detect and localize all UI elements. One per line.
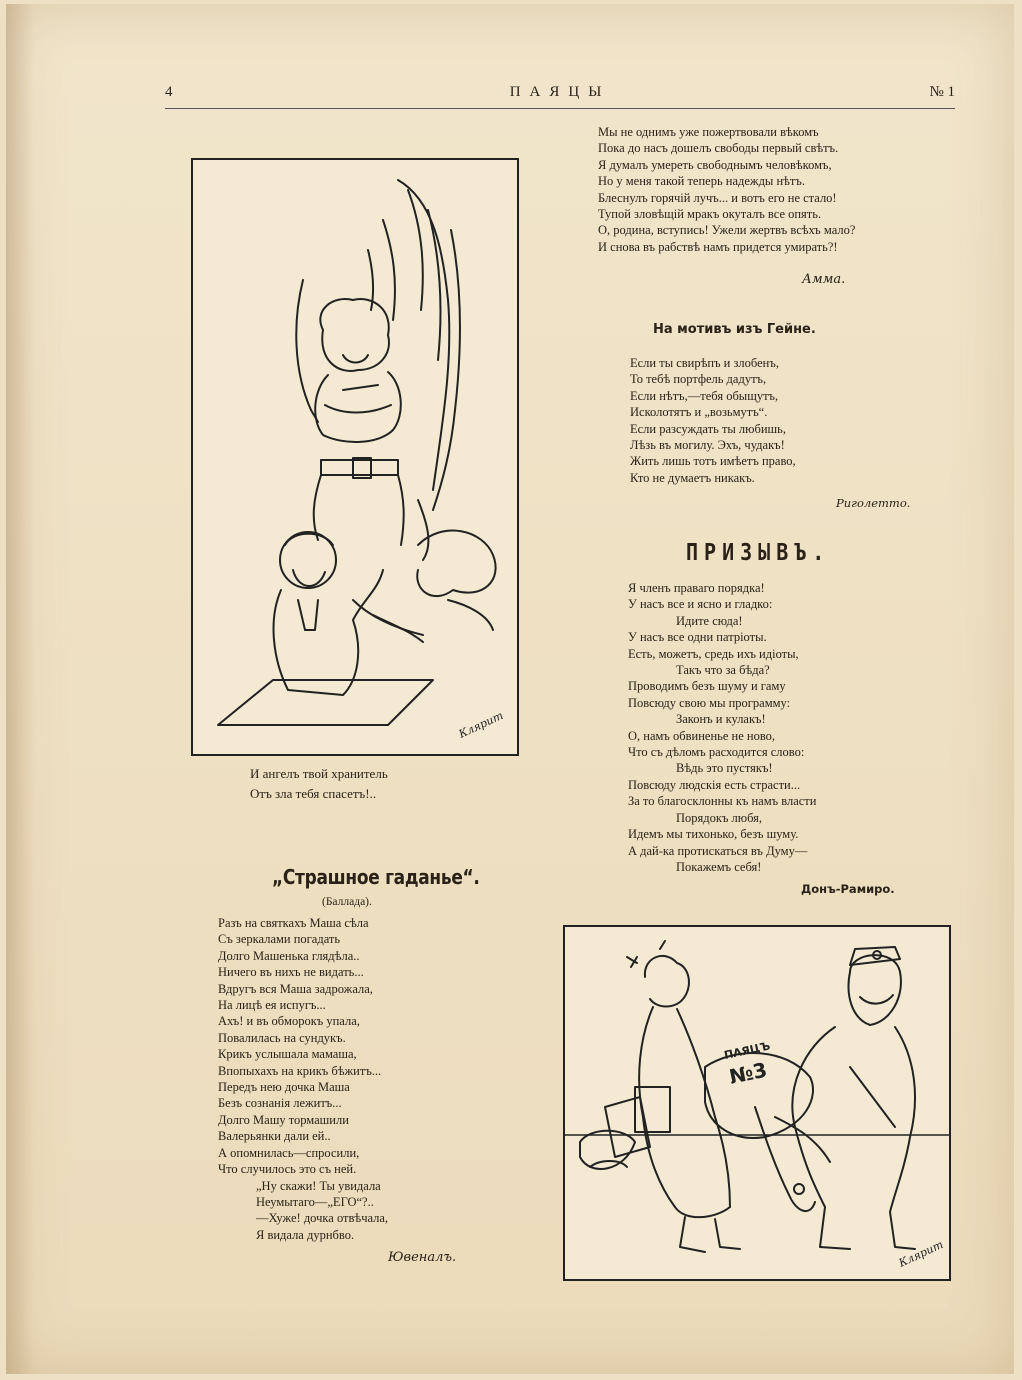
poem-line: О, намъ обвиненье не ново, bbox=[628, 728, 776, 743]
poem-line: Идите сюда! bbox=[676, 613, 743, 628]
ballad-subtitle: (Баллада). bbox=[322, 896, 372, 908]
poem-line: Безъ сознанія лежитъ... bbox=[218, 1096, 342, 1111]
angel-illustration bbox=[193, 160, 517, 754]
poem-line: Но у меня такой теперь надежды нѣтъ. bbox=[598, 174, 805, 189]
poem-line: Я видала дурнбво. bbox=[256, 1227, 355, 1242]
cartoon-paiatsy-confiscation bbox=[563, 925, 951, 1281]
poem-line: Есть, можетъ, средь ихъ идіоты, bbox=[628, 646, 799, 661]
poem-line: Такъ что за бѣда? bbox=[676, 663, 770, 678]
prizyv-signature: Донъ-Рамиро. bbox=[801, 882, 895, 896]
poem-line: О, родина, вступись! Ужели жертвъ всѣхъ мало? bbox=[598, 223, 856, 238]
poem-line: Долго Машенька глядѣла.. bbox=[218, 948, 360, 963]
poem-line: Повсюду людскія есть страсти... bbox=[628, 777, 801, 792]
cartoon2-sign-text: ПАЯЦЪ bbox=[722, 1039, 772, 1062]
poem-line: Блеснулъ горячій лучъ... и вотъ его не стало! bbox=[598, 190, 837, 205]
poem-line: Долго Машу тормашили bbox=[218, 1112, 349, 1127]
poem-line: А опомнилась—спросили, bbox=[218, 1145, 360, 1160]
poem-top bbox=[598, 124, 855, 255]
poem-line: Разъ на святкахъ Маша сѣла bbox=[218, 916, 369, 930]
caption-line-2: Отъ зла тебя спасетъ!.. bbox=[250, 786, 377, 801]
cartoon2-sign-number: №3 bbox=[727, 1057, 770, 1089]
poem-line: Если ты свирѣпъ и злобенъ, bbox=[630, 356, 779, 370]
poem-line: То тебѣ портфель дадутъ, bbox=[630, 372, 767, 387]
poem-line: У насъ все одни патріоты. bbox=[628, 630, 767, 645]
poem-line: Исколотятъ и „возьмутъ“. bbox=[630, 405, 768, 420]
cartoon1-signature: Клярит bbox=[456, 708, 506, 741]
page-edge-shadow bbox=[6, 4, 34, 1374]
newspaper-title: ПАЯЦЫ bbox=[509, 84, 611, 100]
poem-line: На лицѣ ея испугъ... bbox=[218, 998, 326, 1013]
poem-line: Если нѣтъ,—тебя обыщутъ, bbox=[630, 388, 779, 403]
poem-line: Идемъ мы тихонько, безъ шуму. bbox=[628, 827, 799, 842]
poem-line: А дай-ка протискаться въ Думу— bbox=[628, 843, 808, 858]
poem-line: Валерьянки дали ей.. bbox=[218, 1129, 331, 1144]
poem-line: Впопыхахъ на крикъ бѣжитъ... bbox=[218, 1063, 382, 1078]
poem-heine bbox=[630, 355, 796, 486]
ballad-title: „Страшное гаданье“. bbox=[272, 866, 480, 890]
page-header bbox=[165, 84, 955, 109]
poem-line: У насъ все и ясно и гладко: bbox=[628, 597, 773, 612]
poem-line: Кто не думаетъ никакъ. bbox=[630, 470, 755, 485]
poem-line: Тупой зловѣщій мракъ окуталъ все опять. bbox=[598, 207, 822, 222]
poem-line: Покажемъ себя! bbox=[676, 859, 762, 874]
poem-line: Съ зеркалами погадать bbox=[218, 932, 341, 947]
poem-line: Крикъ услышала мамаша, bbox=[218, 1047, 357, 1062]
page-number: 4 bbox=[165, 84, 173, 100]
poem-line: Жить лишь тотъ имѣетъ право, bbox=[630, 454, 796, 469]
poem-line: Ахъ! и въ обморокъ упала, bbox=[218, 1014, 360, 1029]
poem-line: Законъ и кулакъ! bbox=[676, 712, 766, 727]
caption-line-1: И ангелъ твой хранитель bbox=[250, 766, 388, 781]
ballad-signature: Ювеналъ. bbox=[388, 1250, 457, 1265]
poem-line: И снова въ рабствѣ намъ придется умирать?! bbox=[598, 239, 838, 254]
poem-line: Лѣзь въ могилу. Эхъ, чудакъ! bbox=[630, 438, 785, 453]
poem-line: „Ну скажи! Ты увидала bbox=[256, 1178, 381, 1193]
poem-line: Пока до насъ дошелъ свободы первый свѣтъ. bbox=[598, 141, 839, 156]
poem-line: Ничего въ нихъ не видать... bbox=[218, 965, 364, 980]
poem-line: Вдругъ вся Маша задрожала, bbox=[218, 981, 373, 996]
poem-ballad bbox=[218, 915, 388, 1243]
cartoon1-caption bbox=[250, 764, 480, 804]
confiscation-illustration bbox=[565, 927, 949, 1279]
issue-number: № 1 bbox=[929, 84, 955, 100]
poem-top-signature: Амма. bbox=[802, 272, 846, 287]
poem-line: Что съ дѣломъ расходится слово: bbox=[628, 745, 805, 760]
poem-line: Неумытаго—„ЕГО“?.. bbox=[256, 1194, 374, 1209]
poem-line: —Хуже! дочка отвѣчала, bbox=[256, 1211, 389, 1226]
poem-line: Я думалъ умереть свободнымъ человѣкомъ, bbox=[598, 157, 832, 172]
poem-line: Вѣдь это пустякъ! bbox=[676, 761, 773, 776]
poem-line: За то благосклонны къ намъ власти bbox=[628, 794, 817, 809]
poem-line: Повсюду свою мы программу: bbox=[628, 695, 791, 710]
poem-line: Мы не однимъ уже пожертвовали вѣкомъ bbox=[598, 125, 819, 139]
poem-line: Порядокъ любя, bbox=[676, 810, 763, 825]
poem-line: Передъ нею дочка Маша bbox=[218, 1080, 350, 1095]
poem-line: Повалилась на сундукъ. bbox=[218, 1030, 346, 1045]
poem-prizyv bbox=[628, 580, 816, 875]
cartoon2-signature: Клярит bbox=[896, 1237, 946, 1270]
poem-line: Если разсуждать ты любишь, bbox=[630, 421, 787, 436]
heine-title: На мотивъ изъ Гейне. bbox=[653, 322, 816, 337]
heine-signature: Риголетто. bbox=[836, 496, 911, 510]
cartoon-angel-guardian bbox=[191, 158, 519, 756]
poem-line: Проводимъ безъ шуму и гаму bbox=[628, 679, 786, 694]
prizyv-title: ПРИЗЫВЪ. bbox=[686, 538, 831, 566]
poem-line: Что случилось это съ ней. bbox=[218, 1162, 357, 1177]
poem-line: Я членъ праваго порядка! bbox=[628, 581, 765, 595]
